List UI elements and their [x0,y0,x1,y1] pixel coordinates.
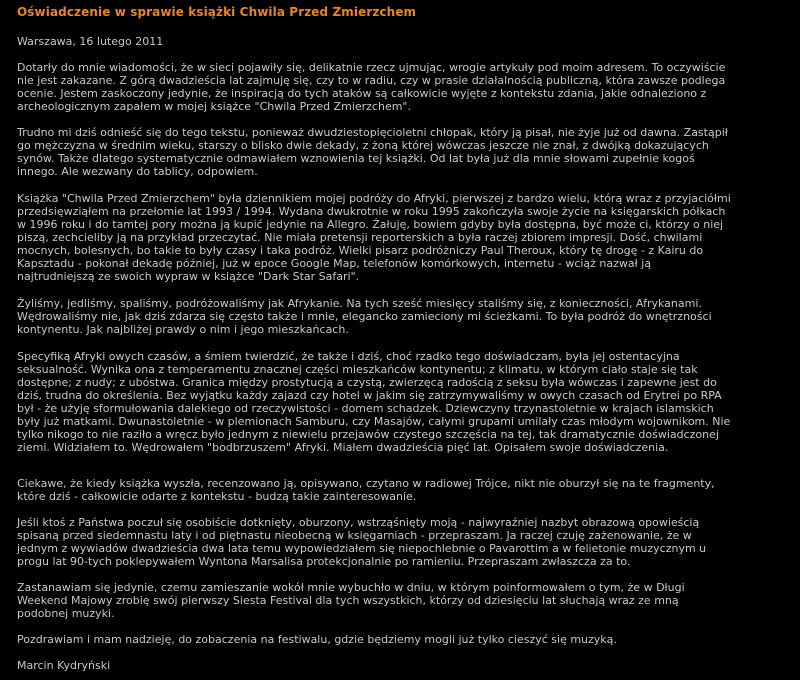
paragraph-line: ocenie. Jestem zaskoczony jedynie, że inspiracją do tych ataków są całkowicie wyjęte z kontekstu zdania, jakie odnaleziono z [17,87,707,100]
paragraph-line: spisaną przed siedemnastu laty i od piętnastu nieobecną w księgarniach - przepraszam. Ja raczej czuję zażenowanie, że w [17,529,692,542]
paragraph-line: były już matkami. Dwunastoletnie - w plemionach Samburu, czy Masajów, całymi grupami umilały czas młodym wojownikom. Nie [17,415,731,428]
paragraph-line: piszą, zechcieliby ją na przykład przeczytać. Nie miała pretensji reporterskich a była raczej zbiorem impresji. Dość, chwilami [17,231,703,244]
paragraph-line: Wędrowaliśmy nie, jak dziś zdarza się często także i mnie, elegancko zamieciony mi ścieżkami. To była podróż do wnętrzności [17,310,712,323]
paragraph-line: Weekend Majowy zrobię swój pierwszy Siesta Festival dla tych wszystkich, którzy od dziesięciu lat słuchają wraz ze mną [17,594,679,607]
paragraph-line: dostępne; z nudy; z ubóstwa. Granica między prostytucją a czystą, zwierzęcą radością z seksu była wówczas i zapewne jest do [17,376,717,389]
paragraph-line: które dziś - całkowicie odarte z kontekstu - budzą takie zainteresowanie. [17,490,417,503]
paragraph-line: Jeśli ktoś z Państwa poczuł się osobiście dotknięty, oburzony, wstrząśnięty moją - najwyraźniej nazbyt obrazową opowieścią [17,516,700,529]
paragraph-line: w 1996 roku i do tamtej pory można ją kupić jedynie na Allegro. Żałuję, bowiem gdyby była dostępna, być może ci, którzy o niej [17,218,724,231]
paragraph-line: nie jest zakazane. Z górą dwadzieścia lat zajmuję się, czy to w radiu, czy w prasie działalnością publiczną, która zawsze podlega [17,74,726,87]
signature: Marcin Kydryński [17,659,111,672]
paragraph-line: progu lat 90-tych poklepywałem Wyntona Marsalisa protekcjonalnie po ramieniu. Przepraszam zwłaszcza za to. [17,555,631,568]
paragraph-line: najtrudniejszą ze swoich wypraw w książce "Dark Star Safari". [17,270,360,283]
article-dateline: Warszawa, 16 lutego 2011 [17,35,164,48]
paragraph-line: innego. Ale wezwany do tablicy, odpowiem. [17,165,258,178]
paragraph-line: seksualność. Wynika ona z temperamentu znacznej części mieszkańców kontynentu; z klimatu, w którym ciało staje się tak [17,363,698,376]
paragraph-line: Książka "Chwila Przed Zmierzchem" była dziennikiem mojej podróży do Afryki, pierwszej z bardzo wielu, którą wraz z przyjaciółmi [17,192,731,205]
paragraph-line: ziemi. Widziałem to. Wędrowałem "bodbrzuszem" Afryki. Miałem dwadzieścia pięć lat. Opisałem swoje doświadczenia. [17,441,669,454]
paragraph-line: tylko nikogo to nie raziło a wręcz było jednym z niewielu przejawów czystego szczęścia na tej, tak dramatycznie doświadczonej [17,428,719,441]
paragraph-line: Kapsztadu - pokonał dekadę później, już w epoce Google Map, telefonów komórkowych, internetu - wciąż nazwał ją [17,257,652,270]
paragraph-line: go mężczyzna w średnim wieku, starszy o blisko dwie dekady, z żoną której wówczas jeszcze nie znał, z dwójką dokazujących [17,139,709,152]
paragraph-line: Trudno mi dziś odnieść się do tego tekstu, ponieważ dwudziestopięcioletni chłopak, który ją pisał, nie żyje już od dawna. Zastąpił [17,126,728,139]
paragraph-line: Ciekawe, że kiedy książka wyszła, recenzowano ją, opisywano, czytano w radiowej Trójce, nikt nie oburzył się na te fragmenty, [17,477,715,490]
paragraph-line: jednym z wywiadów dwadzieścia dwa lata temu wypowiedziałem się niepochlebnie o Pavarottim a w felietonie muzycznym u [17,542,707,555]
paragraph-line: Specyfiką Afryki owych czasów, a śmiem twierdzić, że także i dziś, choć rzadko tego doświadczam, była jej ostentacyjna [17,350,680,363]
paragraph-line: podobnej muzyki. [17,607,115,620]
paragraph-line: dziś, trudna do określenia. Bez wyjątku każdy zajazd czy hotel w jakim się zatrzymywaliśmy w owych czasach od Erytrei po RPA [17,389,722,402]
paragraph-line: kontynentu. Jak najbliżej prawdy o nim i jego mieszkańcach. [17,323,349,336]
paragraph-line: Żyliśmy, jedliśmy, spaliśmy, podróżowaliśmy jak Afrykanie. Na tych sześć miesięcy staliśmy się, z konieczności, Afrykanami. [17,297,702,310]
paragraph-line: był - że użyję sformułowania dalekiego od rzeczywistości - domem schadzek. Dziewczyny trzynastoletnie w krajach islamskich [17,402,714,415]
paragraph-line: archeologicznym zapałem w mojej książce "Chwila Przed Zmierzchem". [17,100,411,113]
paragraph-line: Dotarły do mnie wiadomości, że w sieci pojawiły się, delikatnie rzecz ujmując, wrogie artykuły pod moim adresem. To oczywiście [17,61,726,74]
paragraph-line: mocnych, bolesnych, bo takie to były czasy i taka podróż. Wielki pisarz podróżniczy Paul Theroux, który tę drogę - z Kairu do [17,244,704,257]
paragraph-line: synów. Także dlatego systematycznie odmawiałem wznowienia tej książki. Od lat była już dla mnie słowami zupełnie kogoś [17,152,695,165]
paragraph-line: przedsięwziąłem na przełomie lat 1993 / 1994. Wydana dwukrotnie w roku 1995 zakończyła swoje życie na księgarskich półkach [17,205,726,218]
article-title: Oświadczenie w sprawie książki Chwila Przed Zmierzchem [17,5,417,19]
paragraph-line: Zastanawiam się jedynie, czemu zamieszanie wokół mnie wybuchło w dniu, w którym poinformowałem o tym, że w Długi [17,581,685,594]
paragraph-line: Pozdrawiam i mam nadzieję, do zobaczenia na festiwalu, gdzie będziemy mogli już tylko cieszyć się muzyką. [17,633,617,646]
